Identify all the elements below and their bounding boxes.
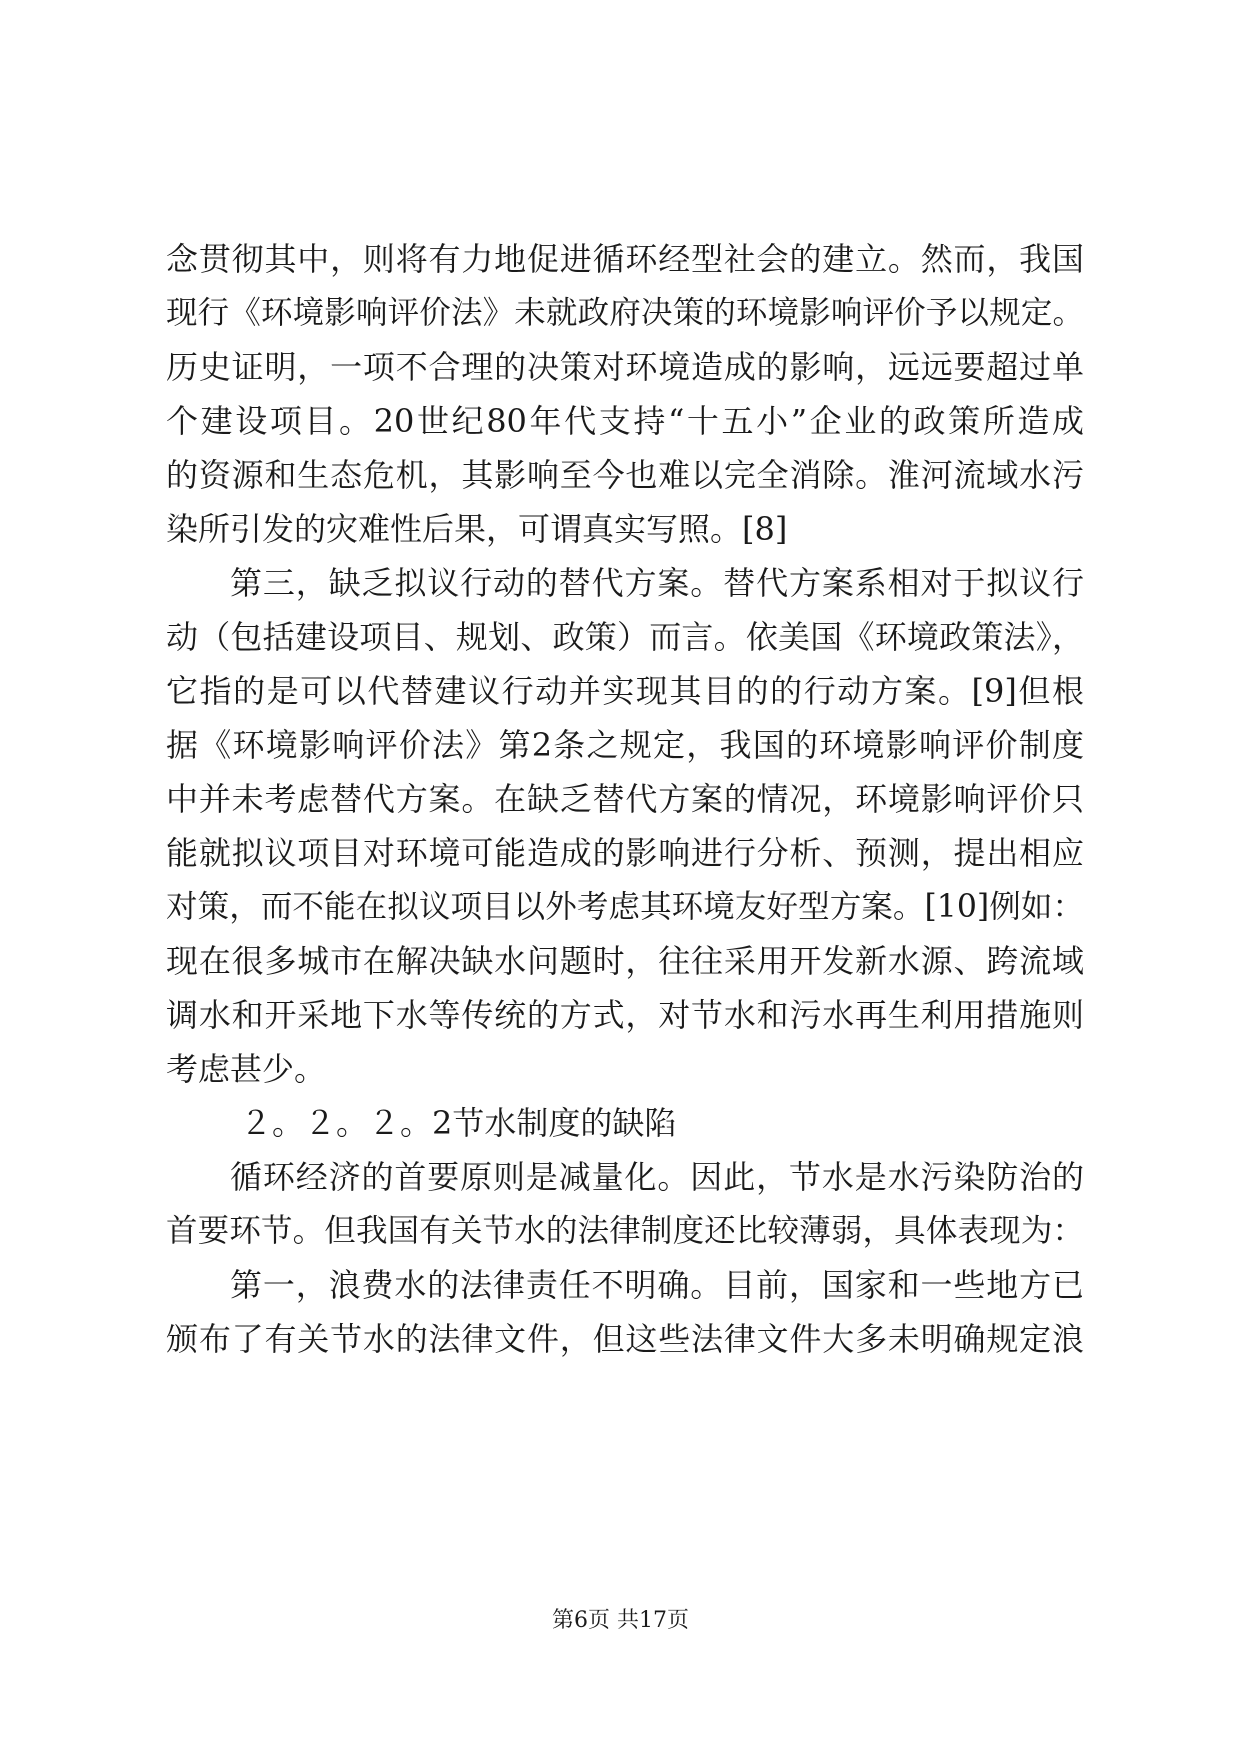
text-line-10: 据《环境影响评价法》第2条之规定，我国的环境影响评价制度: [166, 726, 1084, 764]
text-line-8: 动（包括建设项目、规划、政策）而言。依美国《环境政策法》，: [166, 618, 1084, 656]
text-line-2: 现行《环境影响评价法》未就政府决策的环境影响评价予以规定。: [166, 295, 1084, 331]
text-line-20: 第一，浪费水的法律责任不明确。目前，国家和一些地方已: [230, 1266, 1084, 1304]
text-line-15: 调水和开采地下水等传统的方式，对节水和污水再生利用措施则: [166, 996, 1084, 1034]
text-line-5: 的资源和生态危机，其影响至今也难以完全消除。淮河流域水污: [166, 456, 1084, 494]
page-number-label: 第6页 共17页: [552, 1608, 689, 1633]
text-line-3: 历史证明，一项不合理的决策对环境造成的影响，远远要超过单: [166, 348, 1084, 386]
text-line-6: 染所引发的灾难性后果，可谓真实写照。[8]: [166, 510, 788, 548]
text-line-21: 颁布了有关节水的法律文件，但这些法律文件大多未明确规定浪: [166, 1320, 1084, 1358]
text-line-1: 念贯彻其中，则将有力地促进循环经型社会的建立。然而，我国: [166, 240, 1084, 278]
text-line-4: 个建设项目。20世纪80年代支持“十五小”企业的政策所造成: [166, 402, 1084, 440]
text-line-12: 能就拟议项目对环境可能造成的影响进行分析、预测，提出相应: [166, 834, 1084, 872]
text-line-9: 它指的是可以代替建议行动并实现其目的的行动方案。[9]但根: [166, 672, 1084, 710]
text-line-18: 循环经济的首要原则是减量化。因此，节水是水污染防治的: [230, 1158, 1084, 1196]
text-line-14: 现在很多城市在解决缺水问题时，往往采用开发新水源、跨流域: [166, 942, 1084, 980]
text-line-7: 第三，缺乏拟议行动的替代方案。替代方案系相对于拟议行: [230, 564, 1084, 602]
body-text: [166, 232, 1084, 1366]
text-line-19: 首要环节。但我国有关节水的法律制度还比较薄弱，具体表现为：: [166, 1213, 1084, 1249]
text-line-16: 考虑甚少。: [166, 1050, 327, 1088]
text-line-13: 对策，而不能在拟议项目以外考虑其环境友好型方案。[10]例如：: [166, 889, 1084, 925]
text-line-11: 中并未考虑替代方案。在缺乏替代方案的情况，环境影响评价只: [166, 780, 1084, 818]
page-footer: [0, 1606, 1241, 1636]
section-heading: ２。２。２。2节水制度的缺陷: [240, 1104, 677, 1142]
